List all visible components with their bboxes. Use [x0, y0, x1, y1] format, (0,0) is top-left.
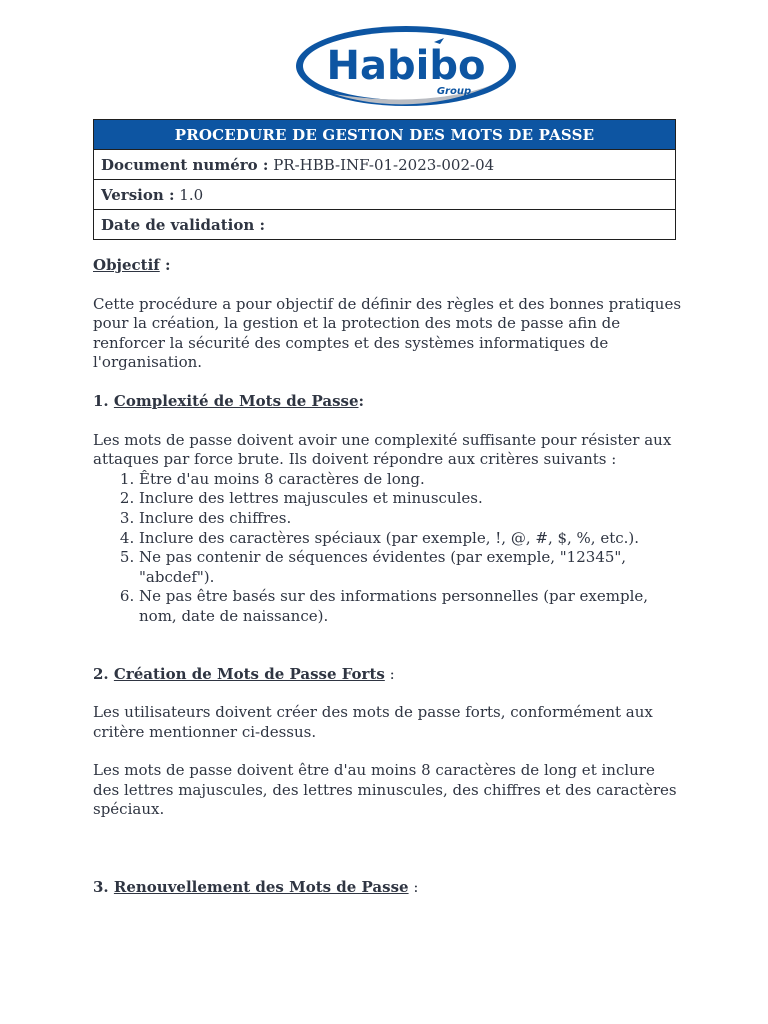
logo-subtext: Group [436, 86, 472, 97]
section2-para1: Les utilisateurs doivent créer des mots de passe forts, conformément aux critère mentionner ci-dessus. [93, 703, 653, 741]
document-number-label: Document numéro : [101, 155, 269, 174]
section1-number: 1. [93, 391, 114, 410]
list-item: 5. Ne pas contenir de séquences évidentes (par exemple, "12345", "abcdef"). [139, 548, 683, 587]
objectif-title: Objectif [93, 256, 160, 274]
list-item: 3. Inclure des chiffres. [139, 509, 683, 529]
list-item: 4. Inclure des caractères spéciaux (par exemple, !, @, #, $, %, etc.). [139, 529, 683, 549]
logo-wordmark: Habibo [326, 43, 486, 89]
section1-heading [93, 392, 683, 412]
version-value: 1.0 [174, 185, 204, 204]
objectif-heading [93, 256, 683, 276]
list-item: 6. Ne pas être basés sur des informations personnelles (par exemple, nom, date de naissance). [139, 587, 683, 626]
section3-suffix: : [408, 878, 419, 897]
document-number-value: PR-HBB-INF-01-2023-002-04 [268, 155, 495, 174]
objectif-text: Cette procédure a pour objectif de définir des règles et des bonnes pratiques pour la création, la gestion et la protection des mots de passe afin de renforcer la sécurité des comptes et des systèmes informatiques de l'organisation. [93, 294, 682, 372]
document-title: PROCEDURE DE GESTION DES MOTS DE PASSE [94, 120, 676, 150]
list-item: 1. Être d'au moins 8 caractères de long. [139, 470, 683, 490]
document-info-table [93, 119, 676, 240]
section2-number: 2. [93, 664, 114, 683]
criteria-list [93, 470, 683, 627]
section1-intro: Les mots de passe doivent avoir une complexité suffisante pour résister aux attaques par force brute. Ils doivent répondre aux critères suivants : [93, 430, 672, 469]
section1-title: Complexité de Mots de Passe [113, 391, 359, 410]
section1-suffix: : [358, 391, 365, 410]
objectif-suffix: : [159, 256, 171, 274]
section2-suffix: : [384, 664, 395, 683]
validation-date-label: Date de validation : [101, 215, 266, 234]
section3-number: 3. [93, 878, 114, 897]
document-body [93, 256, 683, 898]
section3-heading [93, 878, 683, 898]
section2-title: Création de Mots de Passe Forts [113, 664, 385, 683]
version-label: Version : [101, 185, 175, 204]
section2-heading [93, 665, 683, 685]
section3-title: Renouvellement des Mots de Passe [113, 878, 409, 897]
habibo-logo [294, 24, 518, 110]
document-number-cell [94, 150, 676, 180]
validation-date-cell [94, 210, 676, 240]
section2-para2: Les mots de passe doivent être d'au moins 8 caractères de long et inclure des lettres majuscules, des lettres minuscules, des chiffres et des caractères spéciaux. [93, 761, 677, 819]
version-cell [94, 180, 676, 210]
list-item: 2. Inclure des lettres majuscules et minuscules. [139, 489, 683, 509]
